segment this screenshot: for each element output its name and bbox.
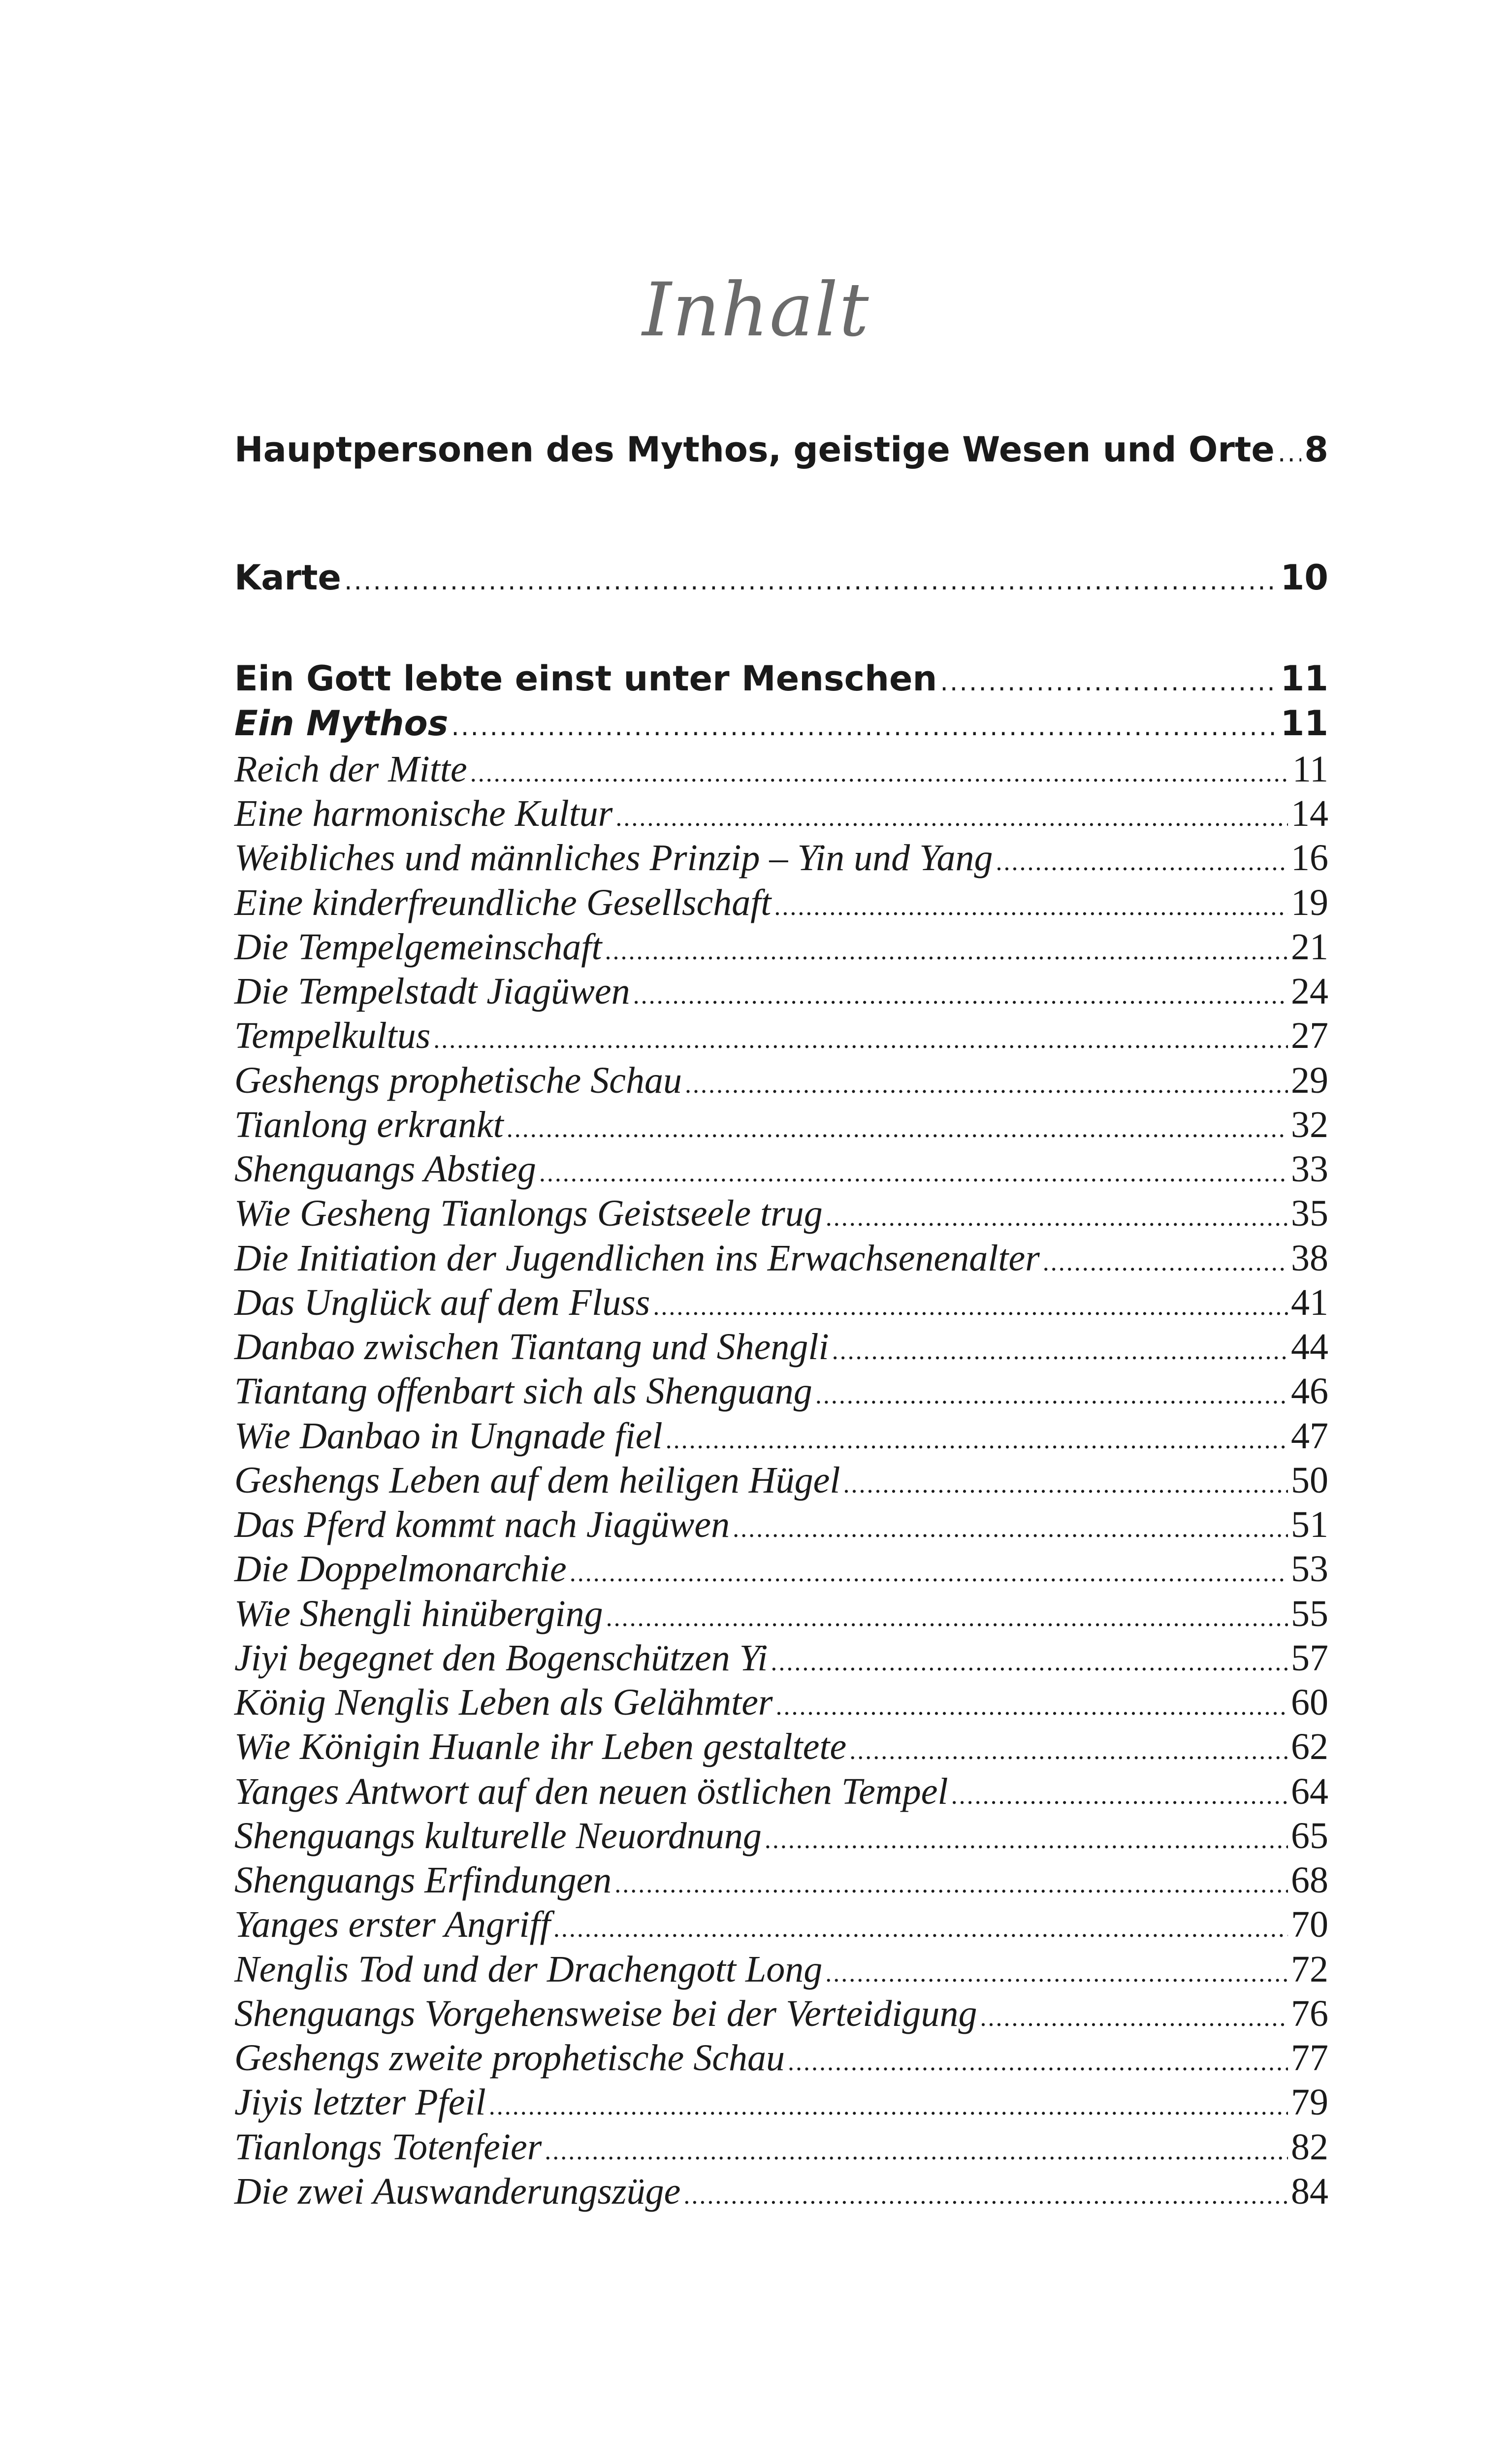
toc-entry-title: Reich der Mitte	[234, 749, 467, 790]
toc-entry-page: 14	[1291, 793, 1328, 834]
toc-entry	[234, 1284, 1328, 1321]
toc-entry-page: 32	[1291, 1104, 1328, 1145]
toc-entry-page: 55	[1291, 1593, 1328, 1634]
toc-entry-title: Tempelkultus	[234, 1015, 431, 1056]
toc-entry-title: Die zwei Auswanderungszüge	[234, 2171, 681, 2212]
toc-entry-page: 38	[1291, 1238, 1328, 1279]
toc-entry-title: Geshengs prophetische Schau	[234, 1060, 682, 1101]
toc-entry-title: Tiantang offenbart sich als Shenguang	[234, 1370, 812, 1412]
toc-entry	[234, 1773, 1328, 1810]
toc-leader	[951, 1783, 1288, 1809]
toc-entry-page: 46	[1291, 1370, 1328, 1412]
toc-entry-title: Geshengs zweite prophetische Schau	[234, 2037, 785, 2079]
toc-entry-title: Shenguangs Vorgehensweise bei der Verteidigung	[234, 1993, 977, 2034]
toc-entry-page: 24	[1291, 971, 1328, 1012]
toc-leader	[832, 1338, 1288, 1364]
toc-entry-title: Tianlongs Totenfeier	[234, 2126, 542, 2168]
toc-entry-title: Ein Gott lebte einst unter Menschen	[234, 658, 937, 699]
toc-leader	[614, 1872, 1288, 1897]
toc-entry-page: 19	[1291, 882, 1328, 923]
toc-leader	[615, 805, 1288, 831]
toc-entry	[234, 429, 1328, 470]
toc-entry	[234, 1728, 1328, 1765]
toc-entry	[234, 1062, 1328, 1099]
toc-entry-title: Jiyis letzter Pfeil	[234, 2082, 486, 2123]
toc-leader	[765, 1827, 1288, 1853]
toc-entry-page: 79	[1291, 2082, 1328, 2123]
toc-entry-title: Ein Mythos	[234, 703, 449, 744]
toc-leader	[733, 1516, 1288, 1542]
toc-entry-title: Wie Königin Huanle ihr Leben gestaltete	[234, 1726, 847, 1767]
toc-leader	[633, 983, 1288, 1009]
toc-leader	[539, 1161, 1288, 1186]
toc-entry-title: König Nenglis Leben als Gelähmter	[234, 1682, 773, 1723]
toc-entry	[234, 1239, 1328, 1277]
toc-leader	[1278, 440, 1301, 466]
toc-leader	[666, 1428, 1288, 1453]
toc-entry-title: Wie Danbao in Ungnade fiel	[234, 1415, 663, 1457]
toc-entry	[234, 1106, 1328, 1143]
toc-leader	[996, 849, 1288, 875]
toc-leader	[849, 1738, 1288, 1764]
toc-entry-title: Eine kinderfreundliche Gesellschaft	[234, 882, 772, 923]
toc-leader	[344, 568, 1278, 594]
toc-entry-title: Die Initiation der Jugendlichen ins Erwachsenenalter	[234, 1238, 1040, 1279]
toc-entry	[234, 658, 1328, 699]
toc-entry-title: Nenglis Tod und der Drachengott Long	[234, 1949, 823, 1990]
toc-entry-title: Yanges erster Angriff	[234, 1904, 550, 1945]
toc-leader	[570, 1561, 1288, 1586]
toc-entry-title: Das Pferd kommt nach Jiagüwen	[234, 1504, 730, 1545]
toc-entry	[234, 1595, 1328, 1632]
toc-entry-page: 62	[1291, 1726, 1328, 1767]
toc-entry	[234, 884, 1328, 921]
toc-entry-page: 47	[1291, 1415, 1328, 1457]
toc-entry-title: Yanges Antwort auf den neuen östlichen Tempel	[234, 1771, 948, 1812]
toc-entry-page: 50	[1291, 1460, 1328, 1501]
toc-entry-title: Die Tempelgemeinschaft	[234, 926, 602, 968]
toc-entry-page: 51	[1291, 1504, 1328, 1545]
toc-entry-page: 76	[1291, 1993, 1328, 2034]
toc-entry	[234, 1906, 1328, 1943]
toc-leader	[826, 1205, 1288, 1231]
toc-entry	[234, 973, 1328, 1010]
toc-entry-page: 16	[1291, 837, 1328, 879]
toc-entry-title: Eine harmonische Kultur	[234, 793, 613, 834]
toc-entry	[234, 1684, 1328, 1721]
toc-leader	[774, 894, 1288, 920]
toc-leader	[980, 2005, 1288, 2031]
toc-entry-page: 72	[1291, 1949, 1328, 1990]
toc-leader	[843, 1472, 1288, 1498]
toc-leader	[433, 1027, 1288, 1053]
toc-entry-title: Geshengs Leben auf dem heiligen Hügel	[234, 1460, 840, 1501]
toc-entry-title: Shenguangs Abstieg	[234, 1148, 536, 1190]
toc-entry	[234, 2084, 1328, 2121]
toc-leader	[788, 2050, 1288, 2075]
toc-leader	[825, 1961, 1288, 1987]
toc-entry-page: 10	[1280, 557, 1328, 598]
toc-entry-title: Das Unglück auf dem Fluss	[234, 1282, 650, 1323]
toc-entry-page: 27	[1291, 1015, 1328, 1056]
toc-entry	[234, 1462, 1328, 1499]
toc-entry-page: 11	[1292, 749, 1328, 790]
toc-leader	[653, 1294, 1288, 1320]
toc-entry	[234, 1550, 1328, 1588]
toc-entry-title: Shenguangs Erfindungen	[234, 1859, 612, 1901]
toc-leader	[815, 1383, 1288, 1408]
toc-leader	[545, 2139, 1288, 2164]
toc-entry	[234, 1861, 1328, 1899]
toc-entry-title: Hauptpersonen des Mythos, geistige Wesen und Orte	[234, 429, 1275, 470]
toc-entry-page: 84	[1291, 2171, 1328, 2212]
toc-entry-page: 53	[1291, 1548, 1328, 1590]
toc-entry-page: 11	[1280, 703, 1328, 744]
toc-entry	[234, 750, 1328, 788]
toc-entry-page: 33	[1291, 1148, 1328, 1190]
toc-entry-page: 29	[1291, 1060, 1328, 1101]
toc-entry-page: 8	[1304, 429, 1328, 470]
toc-entry-page: 11	[1280, 658, 1328, 699]
toc-entry-page: 64	[1291, 1771, 1328, 1812]
toc-entry-title: Karte	[234, 557, 341, 598]
toc-leader	[771, 1650, 1288, 1675]
toc-leader	[489, 2094, 1288, 2119]
toc-entry	[234, 1195, 1328, 1232]
toc-entry	[234, 2128, 1328, 2166]
toc-entry	[234, 928, 1328, 966]
toc-entry	[234, 557, 1328, 598]
toc-entry-page: 70	[1291, 1904, 1328, 1945]
toc-entry	[234, 1817, 1328, 1855]
toc-entry-title: Die Doppelmonarchie	[234, 1548, 567, 1590]
toc-leader	[470, 761, 1289, 786]
toc-leader	[1043, 1250, 1288, 1275]
toc-leader	[507, 1116, 1288, 1142]
toc-entry-page: 41	[1291, 1282, 1328, 1323]
toc-leader	[605, 939, 1288, 964]
toc-entry	[234, 1017, 1328, 1054]
toc-entry	[234, 1506, 1328, 1543]
toc-entry-title: Danbao zwischen Tiantang und Shengli	[234, 1326, 829, 1368]
toc-leader	[606, 1605, 1288, 1631]
toc-entry-page: 77	[1291, 2037, 1328, 2079]
toc-entry	[234, 1951, 1328, 1988]
toc-entry	[234, 1150, 1328, 1188]
toc-entry-page: 21	[1291, 926, 1328, 968]
toc-entry-page: 60	[1291, 1682, 1328, 1723]
toc-entry-page: 68	[1291, 1859, 1328, 1901]
toc-entry	[234, 1417, 1328, 1455]
toc-entry-title: Die Tempelstadt Jiagüwen	[234, 971, 630, 1012]
toc-leader	[451, 714, 1277, 740]
toc-entry-title: Wie Shengli hinüberging	[234, 1593, 603, 1634]
page-title: Inhalt	[642, 267, 870, 353]
toc-entry	[234, 839, 1328, 877]
toc-leader	[776, 1694, 1288, 1720]
toc-entry	[234, 1372, 1328, 1410]
toc-entry-title: Wie Gesheng Tianlongs Geistseele trug	[234, 1193, 823, 1234]
toc-entry-page: 35	[1291, 1193, 1328, 1234]
toc-entry	[234, 2173, 1328, 2210]
toc-entry	[234, 795, 1328, 832]
toc-entry-page: 65	[1291, 1815, 1328, 1857]
toc-leader	[553, 1916, 1288, 1942]
toc-entry-title: Shenguangs kulturelle Neuordnung	[234, 1815, 762, 1857]
toc-entry-title: Tianlong erkrankt	[234, 1104, 504, 1145]
toc-leader	[683, 2183, 1288, 2209]
toc-entry	[234, 2039, 1328, 2077]
toc-entry-page: 82	[1291, 2126, 1328, 2168]
toc-entry	[234, 703, 1328, 744]
toc-leader	[685, 1072, 1288, 1098]
toc-entry	[234, 1639, 1328, 1677]
toc-entry-title: Weibliches und männliches Prinzip – Yin und Yang	[234, 837, 993, 879]
toc-entry	[234, 1995, 1328, 2032]
toc-entry-page: 44	[1291, 1326, 1328, 1368]
toc-entry-title: Jiyi begegnet den Bogenschützen Yi	[234, 1637, 768, 1679]
toc-leader	[940, 669, 1277, 695]
toc-entry-page: 57	[1291, 1637, 1328, 1679]
toc-entry	[234, 1328, 1328, 1366]
